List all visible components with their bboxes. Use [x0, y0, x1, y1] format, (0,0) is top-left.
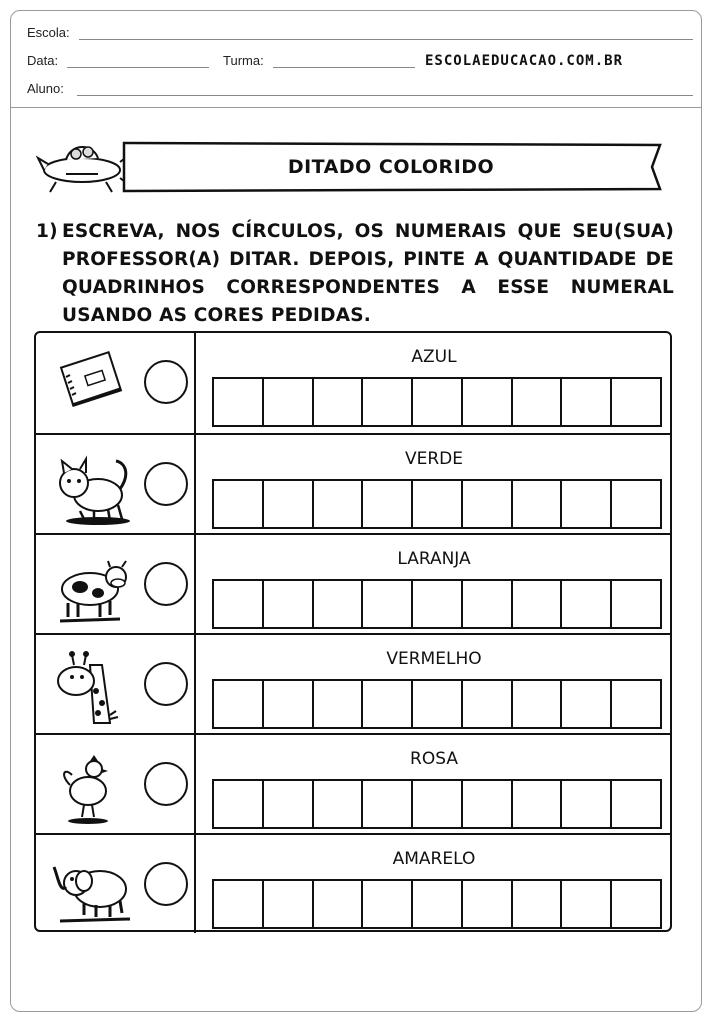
instruction-text: ESCREVA, NOS CÍRCULOS, OS NUMERAIS QUE SEU(SUA) PROFESSOR(A) DITAR. DEPOIS, PINTE A QUANTIDADE DE QUADRINHOS CORRESPONDENTES A ESSE NUMERAL USANDO AS CORES PEDIDAS. — [62, 221, 674, 326]
paint-box[interactable] — [214, 881, 264, 927]
paint-box[interactable] — [413, 781, 463, 827]
paint-box[interactable] — [562, 881, 612, 927]
aluno-field[interactable] — [77, 95, 693, 96]
dictation-row — [36, 633, 670, 733]
paint-box[interactable] — [264, 581, 314, 627]
paint-box[interactable] — [463, 581, 513, 627]
paint-box[interactable] — [363, 781, 413, 827]
paint-boxes — [212, 479, 662, 529]
site-name: ESCOLAEDUCACAO.COM.BR — [425, 53, 624, 69]
paint-box[interactable] — [612, 781, 660, 827]
paint-box[interactable] — [314, 881, 364, 927]
paint-box[interactable] — [562, 581, 612, 627]
aluno-label: Aluno: — [27, 81, 64, 96]
color-label: AZUL — [411, 347, 457, 367]
paint-box[interactable] — [612, 681, 660, 727]
header-divider — [11, 107, 701, 108]
dictation-row — [36, 333, 670, 433]
escola-label: Escola: — [27, 25, 70, 40]
instruction-number: 1) — [36, 221, 58, 242]
paint-box[interactable] — [562, 379, 612, 425]
paint-box[interactable] — [314, 581, 364, 627]
number-circle[interactable] — [144, 360, 188, 404]
paint-box[interactable] — [612, 581, 660, 627]
page-title: DITADO COLORIDO — [287, 156, 495, 178]
color-label: ROSA — [410, 749, 458, 769]
turma-field[interactable] — [273, 67, 415, 68]
dictation-row — [36, 533, 670, 633]
paint-box[interactable] — [413, 481, 463, 527]
dictation-row — [36, 833, 670, 933]
paint-box[interactable] — [363, 379, 413, 425]
plane-icon — [36, 136, 128, 196]
paint-box[interactable] — [413, 379, 463, 425]
cow-icon — [50, 545, 132, 625]
paint-box[interactable] — [264, 881, 314, 927]
paint-box[interactable] — [363, 681, 413, 727]
paint-box[interactable] — [463, 481, 513, 527]
elephant-icon — [50, 845, 132, 925]
paint-box[interactable] — [413, 581, 463, 627]
paint-box[interactable] — [612, 481, 660, 527]
paint-box[interactable] — [363, 481, 413, 527]
number-circle[interactable] — [144, 762, 188, 806]
data-field[interactable] — [67, 67, 209, 68]
paint-box[interactable] — [612, 379, 660, 425]
paint-box[interactable] — [264, 379, 314, 425]
number-circle[interactable] — [144, 462, 188, 506]
paint-box[interactable] — [314, 481, 364, 527]
paint-box[interactable] — [562, 781, 612, 827]
paint-box[interactable] — [214, 781, 264, 827]
paint-boxes — [212, 779, 662, 829]
paint-boxes — [212, 879, 662, 929]
turma-label: Turma: — [223, 53, 264, 68]
color-label: AMARELO — [392, 849, 476, 869]
escola-field[interactable] — [79, 39, 693, 40]
dictation-row — [36, 733, 670, 833]
paint-box[interactable] — [463, 881, 513, 927]
paint-box[interactable] — [413, 881, 463, 927]
paint-boxes — [212, 579, 662, 629]
dictation-row — [36, 433, 670, 533]
paint-box[interactable] — [612, 881, 660, 927]
color-label: VERMELHO — [386, 649, 482, 669]
number-circle[interactable] — [144, 662, 188, 706]
paint-box[interactable] — [513, 581, 563, 627]
title-banner — [120, 139, 662, 195]
paint-box[interactable] — [513, 781, 563, 827]
paint-box[interactable] — [513, 481, 563, 527]
paint-box[interactable] — [264, 681, 314, 727]
cat-icon — [50, 445, 132, 525]
paint-box[interactable] — [214, 581, 264, 627]
number-circle[interactable] — [144, 862, 188, 906]
paint-boxes — [212, 377, 662, 427]
color-label: LARANJA — [397, 549, 471, 569]
paint-box[interactable] — [513, 881, 563, 927]
data-label: Data: — [27, 53, 59, 68]
giraffe-icon — [50, 645, 132, 725]
rooster-icon — [50, 745, 132, 825]
paint-box[interactable] — [463, 781, 513, 827]
paint-box[interactable] — [314, 781, 364, 827]
paint-box[interactable] — [463, 681, 513, 727]
dictation-grid — [34, 331, 672, 932]
paint-box[interactable] — [562, 481, 612, 527]
paint-boxes — [212, 679, 662, 729]
number-circle[interactable] — [144, 562, 188, 606]
paint-box[interactable] — [463, 379, 513, 425]
paint-box[interactable] — [413, 681, 463, 727]
paint-box[interactable] — [214, 379, 264, 425]
paint-box[interactable] — [562, 681, 612, 727]
paint-box[interactable] — [363, 881, 413, 927]
paint-box[interactable] — [363, 581, 413, 627]
paint-box[interactable] — [314, 681, 364, 727]
paint-box[interactable] — [314, 379, 364, 425]
color-label: VERDE — [404, 449, 463, 469]
paint-box[interactable] — [214, 681, 264, 727]
paint-box[interactable] — [264, 781, 314, 827]
notebook-icon — [50, 343, 132, 423]
paint-box[interactable] — [513, 379, 563, 425]
paint-box[interactable] — [513, 681, 563, 727]
paint-box[interactable] — [264, 481, 314, 527]
paint-box[interactable] — [214, 481, 264, 527]
